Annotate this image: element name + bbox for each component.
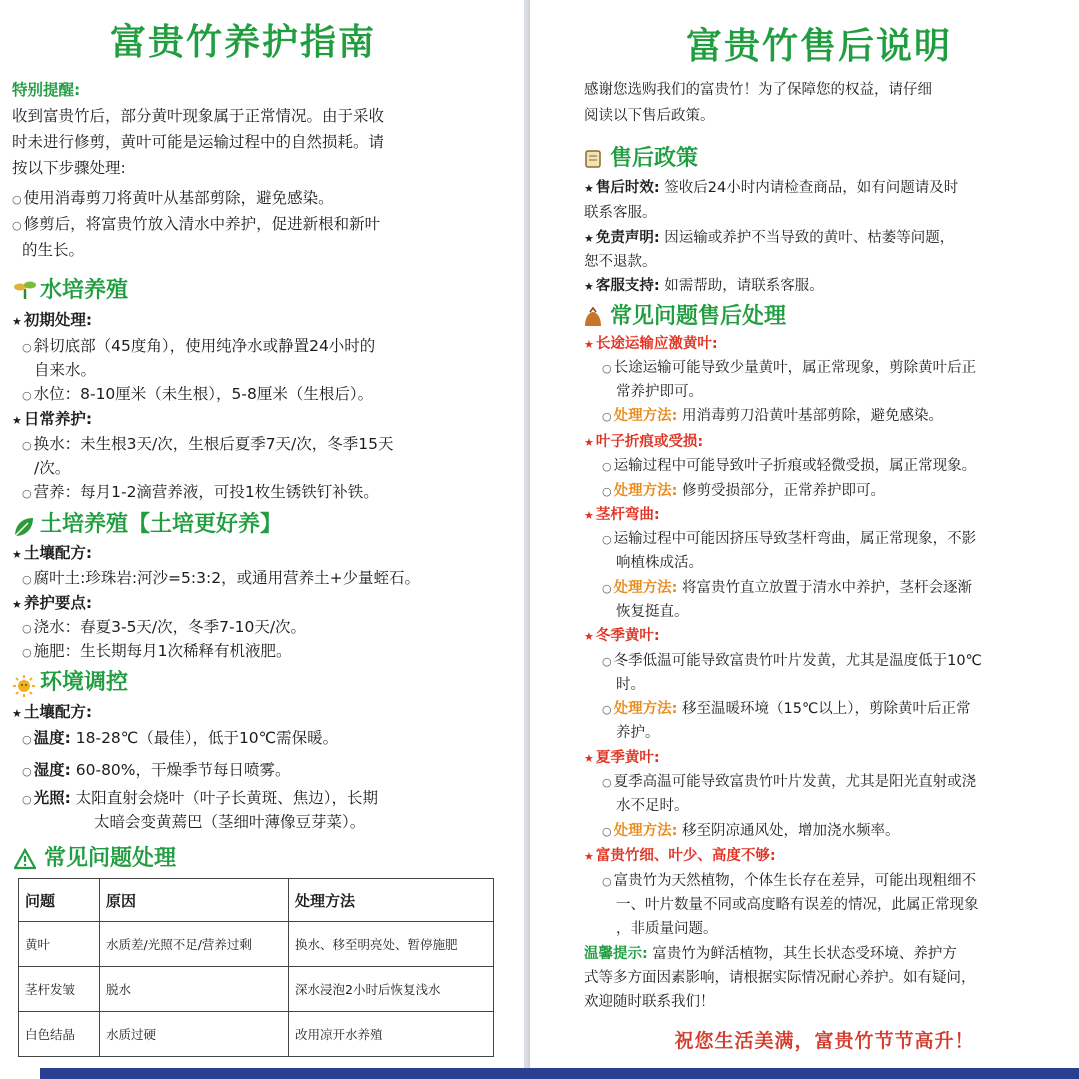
faq-line-cont: 时。 [616,677,645,693]
soil-formula: ○ 腐叶土:珍珠岩:河沙=5:3:2，或通用营养土+少量蛭石。 [22,569,421,587]
faq-title: ★ 富贵竹细、叶少、高度不够: [584,848,776,864]
star-icon: ★ [584,509,594,522]
water-daily-label: ★ 日常养护: [12,410,93,428]
faq-title: ★ 叶子折痕或受损: [584,434,704,450]
table-row [19,922,494,967]
star-icon: ★ [12,414,22,427]
star-icon: ★ [12,598,22,611]
bullet-icon: ○ [22,622,32,635]
step-item: ○ 修剪后，将富贵竹放入清水中养护，促进新根和新叶 [12,215,381,233]
after-sales-panel [530,0,1079,1068]
bullet-icon: ○ [602,410,612,423]
faq-line: ○ 夏季高温可能导致富贵竹叶片发黄，尤其是阳光直射或浇 [602,774,977,790]
warning-icon [14,848,36,870]
leaf-icon [12,515,36,539]
bullet-icon: ○ [602,655,612,668]
bullet-icon: ○ [602,485,612,498]
warm-tip-cont: 式等多方面因素影响，请根据实际情况耐心养护。如有疑问， [584,970,976,986]
star-icon: ★ [12,548,22,561]
step-item: ○ 使用消毒剪刀将黄叶从基部剪除，避免感染。 [12,189,334,207]
faq-method-cont: 恢复挺直。 [616,604,689,620]
bullet-icon: ○ [12,193,22,206]
faq-title: ★ 冬季黄叶: [584,628,660,644]
faq-method: ○ 处理方法: 移至温暖环境（15℃以上），剪除黄叶后正常 [602,701,971,717]
soil-tip-item: ○ 浇水：春夏3-5天/次，冬季7-10天/次。 [22,618,307,636]
bullet-icon: ○ [602,460,612,473]
bullet-icon: ○ [22,573,32,586]
faq-line: ○ 运输过程中可能因挤压导致茎杆弯曲，属正常现象，不影 [602,531,977,547]
faq-title: ★ 长途运输应激黄叶: [584,336,718,352]
faq-title: ★ 夏季黄叶: [584,750,660,766]
faq-title: ★ 茎杆弯曲: [584,507,660,523]
faq-line-cont: 一、叶片数量不同或高度略有误差的情况，此属正常现象 [616,897,979,913]
policy-item: ★ 免责声明: 因运输或养护不当导致的黄叶、枯萎等问题， [584,230,955,246]
table-row [19,967,494,1012]
bottom-bar [40,1068,1079,1079]
faq-method: ○ 处理方法: 将富贵竹直立放置于清水中养护，茎杆会逐渐 [602,580,973,596]
soil-heading: 土培养殖【土培更好养】 [40,512,283,537]
star-icon: ★ [584,232,594,245]
closing-blessing: 祝您生活美满，富贵竹节节高升！ [674,1030,975,1052]
bullet-icon: ○ [602,362,612,375]
bullet-icon: ○ [22,793,32,806]
table-cell: 改用凉开水养殖 [289,1012,494,1057]
faq-line: ○ 富贵竹为天然植物，个体生长存在差异，可能出现粗细不 [602,873,977,889]
bullet-icon: ○ [602,875,612,888]
faq-line-cont: ，非质量问题。 [616,921,718,937]
table-header-row [19,879,494,922]
bullet-icon: ○ [602,776,612,789]
scroll-icon [582,148,604,170]
table-cell: 茎杆发皱 [19,967,100,1012]
faq-line-cont: 水不足时。 [616,798,689,814]
env-label: ★ 土壤配方: [12,703,93,721]
table-cell: 换水、移至明亮处、暂停施肥 [289,922,494,967]
soil-tips-label: ★ 养护要点: [12,594,93,612]
intro-line: 收到富贵竹后，部分黄叶现象属于正常情况。由于采收 [12,107,385,125]
bullet-icon: ○ [602,533,612,546]
faq-line-cont: 响植株成活。 [616,555,703,571]
table-cell: 深水浸泡2小时后恢复浅水 [289,967,494,1012]
after-sales-title: 富贵竹售后说明 [686,26,953,67]
star-icon: ★ [584,436,594,449]
table-cell: 水质过硬 [100,1012,289,1057]
bullet-icon: ○ [22,439,32,452]
soil-formula-label: ★ 土壤配方: [12,544,93,562]
water-daily-cont: /次。 [34,459,71,477]
sun-icon [13,675,35,697]
column-header: 原因 [100,879,289,922]
faq-method: ○ 处理方法: 修剪受损部分，正常养护即可。 [602,483,886,499]
water-initial-cont: 自来水。 [34,361,97,379]
bag-icon [582,306,604,328]
intro-line: 时未进行修剪，黄叶可能是运输过程中的自然损耗。请 [12,133,385,151]
step-item-cont: 的生长。 [22,241,85,259]
bullet-icon: ○ [22,487,32,500]
warm-tip: 温馨提示: 富贵竹为鲜活植物，其生长状态受环境、养护方 [584,946,957,962]
water-initial-item: ○ 斜切底部（45度角），使用纯净水或静置24小时的 [22,337,376,355]
faq-method: ○ 处理方法: 移至阴凉通风处，增加浇水频率。 [602,823,900,839]
problems-heading: 常见问题处理 [44,846,177,871]
env-light-cont: 太暗会变黄蔫巴（茎细叶薄像豆芽菜）。 [94,813,366,831]
bullet-icon: ○ [22,341,32,354]
care-guide-title: 富贵竹养护指南 [110,22,377,63]
star-icon: ★ [584,850,594,863]
bullet-icon: ○ [602,582,612,595]
soil-tip-item: ○ 施肥：生长期每月1次稀释有机液肥。 [22,642,292,660]
faq-method-cont: 养护。 [616,725,660,741]
star-icon: ★ [584,752,594,765]
star-icon: ★ [12,707,22,720]
table-cell: 白色结晶 [19,1012,100,1057]
water-initial-item: ○ 水位：8-10厘米（未生根），5-8厘米（生根后）。 [22,385,374,403]
intro-line: 感谢您选购我们的富贵竹！为了保障您的权益，请仔细 [584,82,932,98]
intro-line: 阅读以下售后政策。 [584,108,715,124]
faq-heading: 常见问题售后处理 [610,304,787,329]
bullet-icon: ○ [602,703,612,716]
faq-line-cont: 常养护即可。 [616,384,703,400]
policy-item-cont: 恕不退款。 [584,254,657,270]
table-cell: 黄叶 [19,922,100,967]
reminder-label: 特别提醒: [12,81,81,99]
faq-line: ○ 运输过程中可能导致叶子折痕或轻微受损，属正常现象。 [602,458,977,474]
env-light: ○ 光照: 太阳直射会烧叶（叶子长黄斑、焦边），长期 [22,789,379,807]
bullet-icon: ○ [12,219,22,232]
water-daily-item: ○ 换水：未生根3天/次，生根后夏季7天/次，冬季15天 [22,435,394,453]
bullet-icon: ○ [22,646,32,659]
bullet-icon: ○ [602,825,612,838]
policy-item: ★ 售后时效: 签收后24小时内请检查商品，如有问题请及时 [584,180,959,196]
env-temp: ○ 温度: 18-28℃（最佳），低于10℃需保暖。 [22,729,339,747]
column-header: 处理方法 [289,879,494,922]
faq-method: ○ 处理方法: 用消毒剪刀沿黄叶基部剪除，避免感染。 [602,408,944,424]
table-cell: 脱水 [100,967,289,1012]
care-guide-panel [0,0,524,1079]
water-initial-label: ★ 初期处理: [12,311,93,329]
policy-item: ★ 客服支持: 如需帮助，请联系客服。 [584,278,824,294]
env-heading: 环境调控 [40,670,129,695]
warm-tip-cont: 欢迎随时联系我们！ [584,994,715,1010]
column-header: 问题 [19,879,100,922]
intro-line: 按以下步骤处理: [12,159,126,177]
star-icon: ★ [584,630,594,643]
env-humidity: ○ 湿度: 60-80%，干燥季节每日喷雾。 [22,761,291,779]
bullet-icon: ○ [22,733,32,746]
bullet-icon: ○ [22,765,32,778]
star-icon: ★ [584,182,594,195]
sprout-icon [14,279,36,301]
policy-heading: 售后政策 [610,146,699,171]
faq-line: ○ 冬季低温可能导致富贵竹叶片发黄，尤其是温度低于10℃ [602,653,982,669]
water-heading: 水培养殖 [40,278,129,303]
bullet-icon: ○ [22,389,32,402]
problems-table [18,878,494,1057]
star-icon: ★ [584,338,594,351]
faq-line: ○ 长途运输可能导致少量黄叶，属正常现象，剪除黄叶后正 [602,360,977,376]
water-daily-item: ○ 营养：每月1-2滴营养液，可投1枚生锈铁钉补铁。 [22,483,379,501]
policy-item-cont: 联系客服。 [584,205,657,221]
star-icon: ★ [584,280,594,293]
table-row [19,1012,494,1057]
star-icon: ★ [12,315,22,328]
table-cell: 水质差/光照不足/营养过剩 [100,922,289,967]
